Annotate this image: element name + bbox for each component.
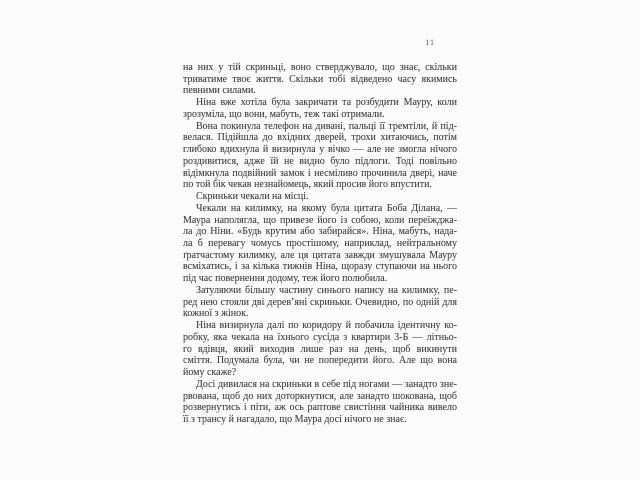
- text-line: ла б перевагу чомусь простішому, наприклад, нейтральному: [183, 238, 457, 250]
- text-line: відімкнула подвійний замок і несміливо прочинила двері, наче: [183, 167, 457, 179]
- text-line: всміхатись, і за кілька тижнів Ніна, щоразу ступаючи на нього: [183, 261, 457, 273]
- text-line: Скриньки чекали на місці.: [196, 191, 309, 203]
- text-line: під час повернення додому, теж його полюбила.: [183, 273, 388, 285]
- text-line: Чекали на килимку, на якому була цитата Боба Ділана, —: [196, 202, 457, 214]
- text-line: Ніна визирнула далі по коридору й побачила ідентичну ко-: [196, 320, 457, 332]
- text-line: йому скаже?: [183, 367, 237, 379]
- text-line: ґратчастому килимку, але ця цитата завжди змушувала Мауру: [183, 249, 457, 261]
- paragraph: [183, 97, 457, 120]
- text-line: велася. Підійшла до вхідних дверей, трохи хитаючись, потім: [183, 132, 457, 144]
- text-line: Маура наполягла, що привезе його із собою, коли переїжджа-: [183, 214, 457, 226]
- text-line: певними силами.: [183, 85, 256, 97]
- text-line: глибоко вдихнула й визирнула у вічко — але не змогла нічого: [183, 144, 457, 156]
- text-line: роздивитися, адже їй не видно було підлоги. Тоді повільно: [183, 155, 457, 167]
- text-line: го вдівця, який виходив лише раз на день, щоб викинути: [183, 343, 457, 355]
- text-line: на них у тій скриньці, воно стверджувало, що знає, скільки: [183, 62, 457, 73]
- text-line: розвернутись і піти, аж ось раптове свистіння чайника вивело: [183, 402, 457, 414]
- text-line: ред нею стояли дві дерев’яні скриньки. Очевидно, по одній для: [183, 296, 457, 308]
- paragraph: [183, 191, 457, 203]
- paragraph: [183, 62, 457, 97]
- paragraph: [183, 121, 457, 191]
- paragraph: [183, 285, 457, 320]
- text-line: кожної з жінок.: [183, 308, 249, 320]
- text-line: зрозуміла, що вони, мабуть, теж такі отримали.: [183, 108, 385, 120]
- text-line: робку, яка чекала на їхнього сусіда з квартири 3-Б — літньо-: [183, 331, 457, 343]
- text-line: сміття. Подумала була, чи не попередити його. Але що вона: [183, 355, 457, 367]
- text-line: Затуляючи більшу частину синього напису на килимку, пе-: [196, 284, 457, 296]
- text-line: ла до Ніни. «Будь крутим або забирайся». Ніна, мабуть, нада-: [183, 226, 457, 238]
- text-block: [183, 62, 457, 426]
- text-line: Ніна вже хотіла була закричати та розбудити Мауру, коли: [196, 97, 457, 109]
- text-line: Досі дивилася на скриньки в себе під ногами — занадто зне-: [196, 378, 457, 390]
- text-line: по той бік чекав незнайомець, який просив його впустити.: [183, 179, 432, 191]
- paragraph: [183, 320, 457, 379]
- page-number: 11: [425, 38, 435, 47]
- text-line: Вона покинула телефон на дивані, пальці її тремтіли, й під-: [196, 120, 457, 132]
- text-line: рвована, щоб до них доторкнутися, але занадто шокована, щоб: [183, 390, 457, 402]
- text-line: триватиме твоє життя. Скільки тобі відведено часу якимись: [183, 73, 457, 85]
- paragraph: [183, 379, 457, 426]
- paragraph: [183, 203, 457, 285]
- text-line: її з трансу й нагадало, що Маура досі нічого не знає.: [183, 414, 407, 426]
